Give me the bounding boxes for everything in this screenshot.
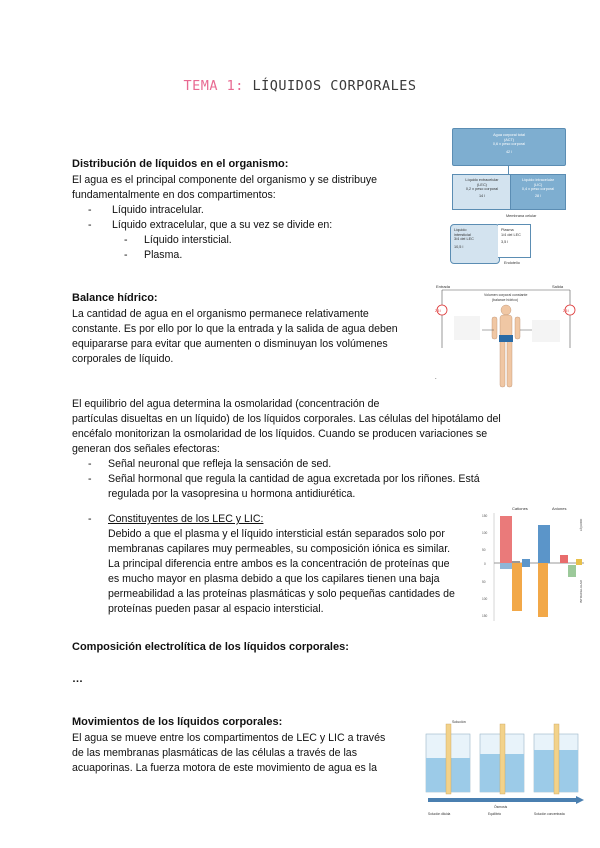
box-interstitial: Líquido intersticial 3/4 del LEC 10,5 l — [450, 224, 500, 264]
side-label-2: INTRACELULAR — [579, 580, 583, 603]
figure-osmosis — [418, 718, 586, 822]
paragraph-line: La principal diferencia entre ambos es la concentración de proteínas que — [108, 558, 450, 570]
osmosis-arrow — [428, 798, 576, 802]
paragraph-line: encéfalo monitorizan la osmolaridad de los líquidos. Cuando se producen variaciones se — [72, 428, 488, 440]
bar-protein — [560, 555, 568, 563]
ellipsis: … — [72, 673, 83, 685]
center-label-1: Volumen corporal constante — [484, 293, 528, 297]
human-figure-icon — [492, 305, 520, 387]
paragraph-line: generan dos señales efectoras: — [72, 443, 220, 455]
caption-2: Equilibrio — [488, 812, 502, 816]
box-total-body-water: Agua corporal total (ACT) 0,6 x peso corporal 42 l — [452, 128, 566, 166]
section-heading-balance: Balance hídrico: — [72, 292, 158, 304]
beaker-2 — [480, 724, 524, 794]
title-part2: LÍQUIDOS CORPORALES — [252, 78, 417, 94]
page-title — [0, 78, 600, 94]
bar-k-intracellular — [512, 563, 522, 611]
paragraph-line: acuaporinas. La fuerza motora de este movimiento de agua es la — [72, 762, 378, 774]
section-heading-electrolytes: Composición electrolítica de los líquidos corporales: — [72, 641, 349, 653]
section-heading-movements: Movimientos de los líquidos corporales: — [72, 716, 283, 728]
bar-plasma-neg — [500, 563, 512, 569]
paragraph-line: El agua se mueve entre los compartimentos de LEC y LIC a través — [72, 732, 386, 744]
sub-list-item: - Plasma. — [124, 249, 183, 261]
paragraph-line: constante. Es por ello por lo que la entrada y la salida de agua deben — [72, 323, 398, 335]
list-item: - Líquido intracelular. — [88, 204, 204, 216]
figure-water-balance — [432, 280, 580, 400]
swimwear — [499, 335, 513, 342]
beaker-3 — [534, 724, 578, 794]
arrow-head-icon — [576, 796, 584, 804]
caption-1: Solución diluida — [428, 812, 451, 816]
paragraph-line: partículas disueltas en un líquido) de los líquidos corporales. Las células del hipotálamo del — [72, 413, 501, 425]
paragraph-line: El equilibrio del agua determina la osmolaridad (concentración de — [72, 398, 380, 410]
section-heading-distribution: Distribución de líquidos en el organismo: — [72, 158, 289, 170]
paragraph-line: El agua es el principal componente del organismo y se distribuye — [72, 174, 378, 186]
salida-list — [532, 320, 560, 342]
figure-ionic-composition — [478, 503, 590, 627]
list-item: - Líquido extracelular, que a su vez se divide en: — [88, 219, 333, 231]
beaker-1 — [426, 724, 470, 794]
entrada-value: 2,5 l — [435, 309, 442, 313]
box-intracellular: Líquido intracelular (LIC) 0,4 x peso corporal 28 l — [510, 174, 566, 210]
salida-label: Salida — [552, 284, 564, 289]
paragraph-line: de las membranas plasmáticas de las células a través de las — [72, 747, 357, 759]
paragraph-line: La cantidad de agua en el organismo permanece relativamente — [72, 308, 369, 320]
bar-k-plasma — [512, 561, 520, 563]
label-endothelium: Endotelio — [504, 261, 520, 265]
salida-value: 2,5 l — [563, 309, 570, 313]
box-extracellular: Líquido extracelular (LEC) 0,2 x peso corporal 14 l — [452, 174, 512, 210]
list-item: - Constituyentes de los LEC y LIC: — [88, 513, 264, 525]
list-item-cont: regulada por la vasopresina u hormona antidiurética. — [108, 488, 356, 500]
paragraph-line: equipararse para evitar que aumenten o disminuyan los volúmenes — [72, 338, 388, 350]
paragraph-line: corporales de líquido. — [72, 353, 174, 365]
ytick: 150 — [482, 514, 488, 518]
side-label-1: LÍQUIDO — [579, 518, 583, 531]
top-label: Solución — [452, 720, 466, 724]
bar-phosphate — [538, 563, 548, 617]
ytick: 150 — [482, 614, 488, 618]
ytick: 100 — [482, 531, 488, 535]
bar-cl-plasma — [538, 525, 550, 563]
paragraph-line: membranas capilares muy permeables, su composición iónica es similar. — [108, 543, 451, 555]
ytick: 50 — [482, 580, 486, 584]
entrada-label: Entrada — [436, 284, 451, 289]
ytick: 50 — [482, 548, 486, 552]
arrow-label: Ósmosis — [494, 805, 508, 809]
paragraph-line: proteínas pueden pasar al espacio intersticial. — [108, 603, 324, 615]
bar-small — [522, 559, 530, 567]
sub-list-item: - Líquido intersticial. — [124, 234, 232, 246]
paragraph-line: fundamentalmente en dos compartimentos: — [72, 189, 276, 201]
caption-3: Solución concentrada — [534, 812, 565, 816]
ytick: 100 — [482, 597, 488, 601]
list-item: - Señal hormonal que regula la cantidad de agua excretada por los riñones. Está — [88, 473, 480, 485]
box-plasma: Plasma 1/4 del LEC 3,5 l — [498, 224, 531, 258]
bar-na-plasma — [500, 516, 512, 563]
center-label-2: (balance hídrico) — [492, 298, 519, 302]
aniones-label: Aniones — [552, 506, 567, 511]
stray-dot: . — [435, 375, 437, 381]
bar-other — [568, 565, 576, 577]
label-cell-membrane: Membrana celular — [506, 214, 537, 218]
figure-water-distribution — [444, 128, 568, 268]
title-part1: TEMA 1: — [183, 78, 244, 94]
entrada-list — [454, 316, 480, 340]
paragraph-line: Debido a que el plasma y el líquido intersticial están separados solo por — [108, 528, 445, 540]
paragraph-line: es mucho mayor en plasma debido a que los capilares tienen una baja — [108, 573, 440, 585]
subheading-constituents: Constituyentes de los LEC y LIC: — [108, 513, 264, 525]
cationes-label: Cationes — [512, 506, 528, 511]
paragraph-line: permeabilidad a las proteínas plasmáticas y solo pequeñas cantidades de — [108, 588, 455, 600]
ytick: 0 — [484, 562, 486, 566]
list-item: - Señal neuronal que refleja la sensación de sed. — [88, 458, 332, 470]
bar-small-2 — [576, 559, 582, 565]
